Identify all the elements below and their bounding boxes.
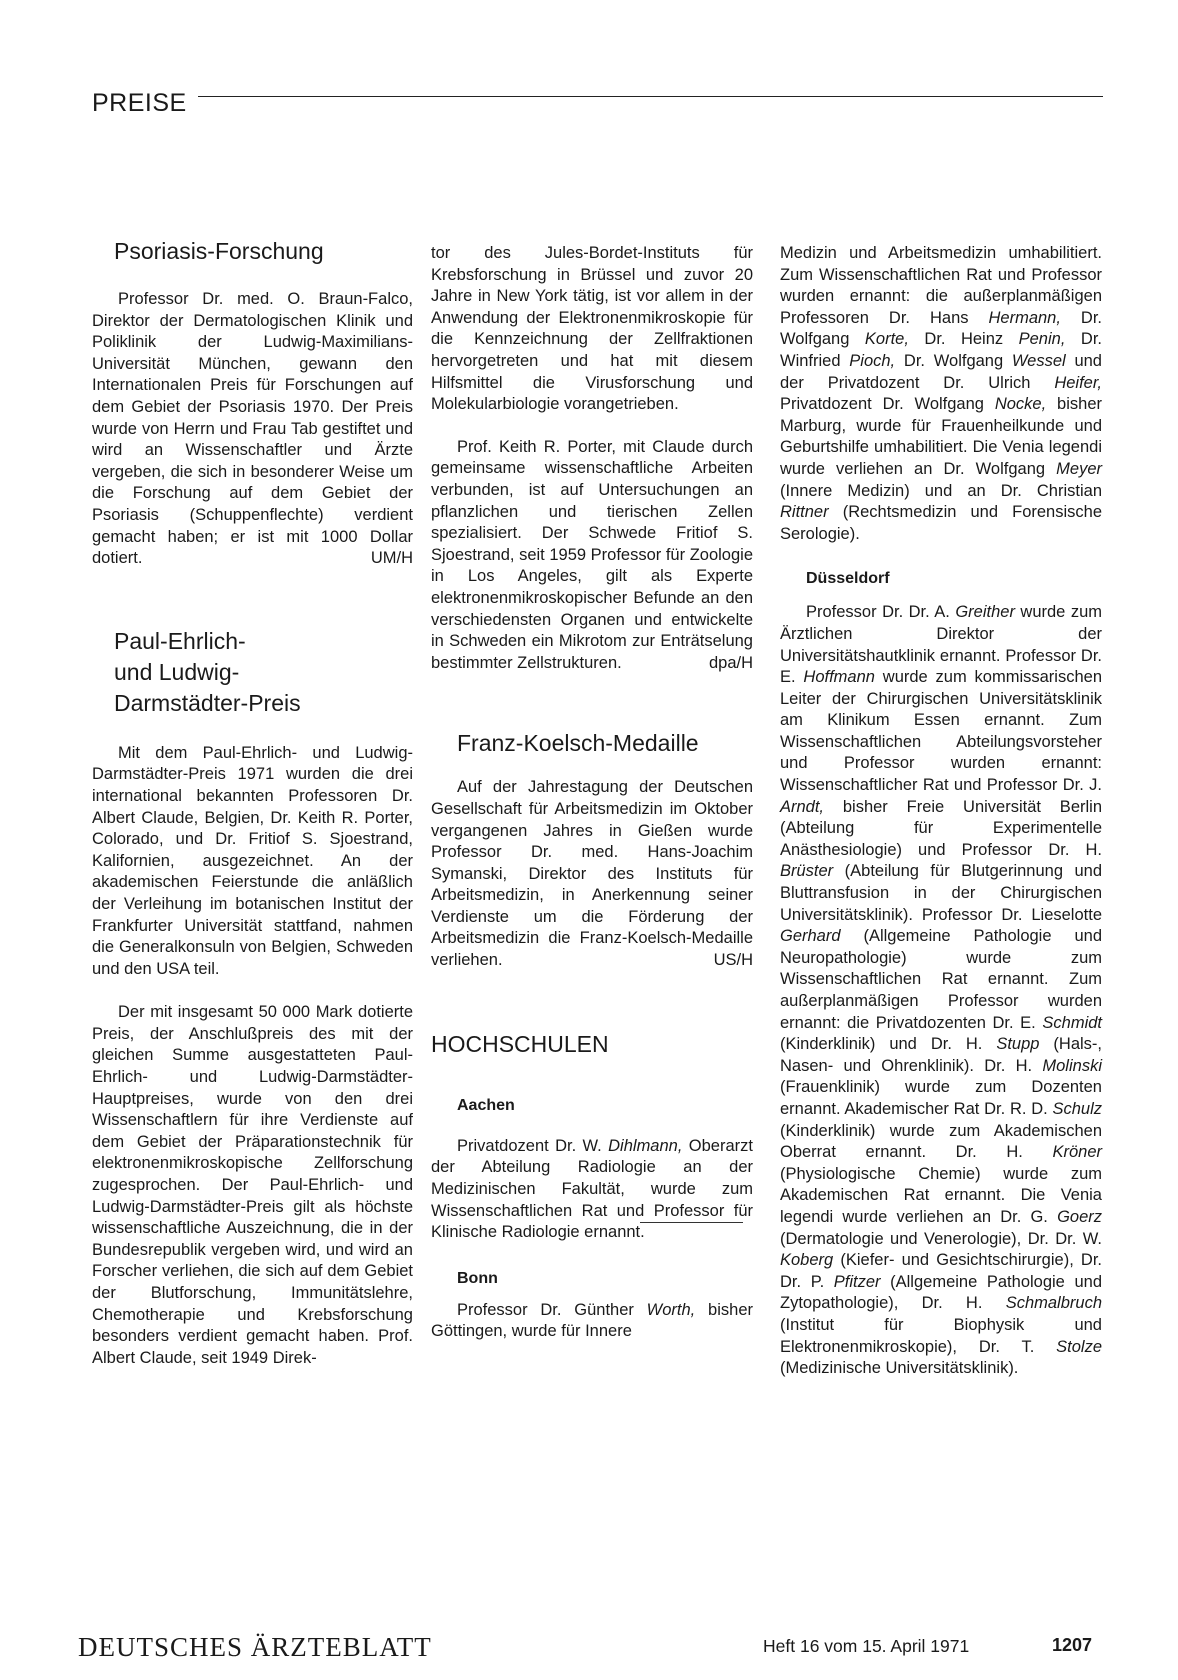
paragraph-aachen [431, 1136, 753, 1244]
author-signature: dpa/H [708, 653, 753, 672]
person-name: Hermann, [988, 308, 1061, 327]
column-1 [92, 236, 413, 1369]
author-signature: UM/H [370, 549, 413, 568]
person-name: Nocke, [994, 395, 1047, 414]
paragraph-claude-cont: tor des Jules-Bordet-Instituts für Krebsforschung in Brüssel und zuvor 20 Jahre in New York tätig, ist vor allem in der Anwendung der Elektronenmikroskopie für die Kennzeichnung der Zellfraktionen hervorgetreten und hat mit diesem Hilfsmittel die Virusforschung und Molekularbiologie vorangetrieben. [431, 244, 753, 414]
heading-psoriasis: Psoriasis-Forschung [114, 238, 324, 264]
person-name: Schmalbruch [1005, 1294, 1102, 1313]
person-name: Dihlmann, [608, 1136, 683, 1155]
person-name: Korte, [864, 330, 909, 349]
paragraph-koelsch [431, 777, 753, 971]
person-name: Pfitzer [833, 1272, 881, 1291]
text-run: Dr. Heinz [908, 330, 1019, 349]
person-name: Wessel [1011, 351, 1066, 370]
text-run: (Institut für Biophysik und Elektronenmikroskopie), Dr. T. [780, 1315, 1102, 1356]
text-run: (Dermatologie und Venerologie), Dr. Dr. W. [780, 1229, 1102, 1248]
section-label: PREISE [92, 89, 187, 117]
text-run: wurde zum kommissarischen Leiter der Chirurgischen Universitätsklinik am Klinikum Essen ernannt. Zum Wissenschaftlichen Abteilungsvorsteher und Professor wurden ernannt: Wissenschaftlicher Rat und Professor Dr. J. [780, 668, 1102, 795]
person-name: Schmidt [1042, 1013, 1102, 1032]
heading-franz-koelsch: Franz-Koelsch-Medaille [457, 730, 699, 757]
text-run: (Kiefer- und Gesichtschirurgie), Dr. Dr. P. [780, 1251, 1102, 1291]
person-name: Meyer [1056, 459, 1102, 478]
person-name: Stolze [1056, 1337, 1102, 1356]
text-run: Dr. Wolfgang [895, 351, 1012, 370]
paragraph-porter [431, 437, 753, 675]
person-name: Goerz [1057, 1207, 1102, 1226]
paragraph-bonn [431, 1300, 753, 1343]
person-name: Penin, [1018, 330, 1066, 349]
text-run: Professor Dr. Günther [457, 1300, 647, 1319]
text-run: (Innere Medizin) und an Dr. Christian [780, 481, 1102, 500]
person-name: Schulz [1052, 1099, 1102, 1118]
heading-line: und Ludwig- [114, 658, 240, 685]
heading-paul-ehrlich [92, 626, 413, 719]
person-name: Pioch, [849, 351, 896, 370]
person-name: Rittner [780, 503, 829, 522]
text-run: Oberarzt der Abteilung Radiologie an der Medizinischen Fakultät, wurde zum Wissenschaftlichen Rat und Professor für Klinische Radiologie ernannt. [431, 1136, 753, 1242]
footer-issue: Heft 16 vom 15. April 1971 [763, 1636, 970, 1656]
heading-line: Darmstädter-Preis [114, 689, 301, 716]
person-name: Hoffmann [803, 668, 875, 687]
footer-page-number: 1207 [1052, 1635, 1093, 1655]
heading-duesseldorf: Düsseldorf [806, 570, 890, 588]
column-2 [431, 243, 753, 1343]
heading-aachen: Aachen [457, 1096, 515, 1114]
text-run: (Allgemeine Pathologie und Neuropathologie) wurde zum Wissenschaftlichen Rat ernannt. Zum außerplanmäßigen Professor wurden ernannt: die Privatdozenten Dr. E. [780, 927, 1102, 1032]
paragraph-text: Professor Dr. med. O. Braun-Falco, Direktor der Dermatologischen Klinik und Poliklinik der Ludwig-Maximilians-Universität München, gewann den Internationalen Preis für Forschungen auf dem Gebiet der Psoriasis 1970. Der Preis wurde von Herrn und Frau Tab gestiftet und wird an Wissenschaftler und Ärzte vergeben, die sich in besonderer Weise um die Forschung auf dem Gebiet der Psoriasis (Schuppenflechte) verdient gemacht haben; er ist mit 1000 Dollar dotiert. [92, 290, 413, 568]
person-name: Brüster [780, 862, 834, 881]
text-run: (Rechtsmedizin und Forensische Serologie). [780, 503, 1102, 543]
paragraph-duesseldorf [780, 602, 1102, 1379]
person-name: Gerhard [780, 927, 841, 946]
text-run: (Frauenklinik) wurde zum Dozenten ernannt. Akademischer Rat Dr. R. D. [780, 1078, 1102, 1118]
paragraph-preis-1971: Mit dem Paul-Ehrlich- und Ludwig-Darmstädter-Preis 1971 wurden die drei international bekannten Professoren Dr. Albert Claude, Belgien, Dr. Keith R. Porter, Colorado, und Dr. Fritiof S. Sjoestrand, Kalifornien, ausgezeichnet. An der akademischen Feierstunde die anläßlich der Verleihung im botanischen Institut der Frankfurter Universität stattfand, nahmen die Generalkonsuln von Belgien, Schweden und den USA teil. [92, 743, 413, 978]
person-name: Arndt, [780, 797, 825, 816]
person-name: Molinski [1042, 1056, 1102, 1075]
text-run: Privatdozent Dr. W. [457, 1136, 609, 1155]
paragraph-bonn-cont [780, 243, 1102, 545]
author-signature: US/H [713, 951, 753, 970]
person-name: Heifer, [1054, 373, 1102, 392]
text-run: Medizin und Arbeitsmedizin umhabilitiert. Zum Wissenschaftlichen Rat und Professor wurden ernannt: die außerplanmäßigen Professoren Dr. Hans [780, 244, 1102, 327]
text-run: (Kinderklinik) und Dr. H. [780, 1035, 997, 1054]
text-run: Professor Dr. Dr. A. [806, 603, 956, 622]
top-rule [198, 96, 1103, 97]
person-name: Koberg [780, 1251, 834, 1270]
person-name: Worth, [646, 1300, 696, 1319]
text-run: (Abteilung für Blutgerinnung und Bluttransfusion in der Chirurgischen Universitätsklinik). Professor Dr. Lieselotte [780, 862, 1102, 924]
person-name: Kröner [1052, 1143, 1102, 1162]
paragraph-psoriasis [92, 289, 413, 570]
text-run: bisher Freie Universität Berlin (Abteilung für Experimentelle Anästhesiologie) und Professor Dr. H. [780, 797, 1102, 859]
text-run: Privatdozent Dr. Wolfgang [780, 395, 995, 414]
text-run: bisher Marburg, wurde für Frauenheilkunde und Geburtshilfe umhabilitiert. Die Venia legendi wurde verliehen an Dr. Wolfgang [780, 395, 1102, 478]
heading-hochschulen: HOCHSCHULEN [431, 1030, 609, 1057]
person-name: Greither [955, 603, 1015, 622]
text-run: (Hals-, Nasen- und Ohrenklinik). Dr. H. [780, 1035, 1102, 1075]
footer-journal-name: DEUTSCHES ÄRZTEBLATT [78, 1632, 432, 1662]
text-run: (Physiologische Chemie) wurde zum Akademischen Rat ernannt. Die Venia legendi wurde verliehen an Dr. G. [780, 1164, 1102, 1226]
text-run: wurde zum Ärztlichen Direktor der Universitätshautklinik ernannt. Professor Dr. E. [780, 603, 1103, 687]
person-name: Stupp [996, 1035, 1040, 1054]
paragraph-text: Prof. Keith R. Porter, mit Claude durch gemeinsame wissenschaftliche Arbeiten verbunden, ist auf Untersuchungen an pflanzlichen und tierischen Zellen spezialisiert. Der Schwede Fritiof S. Sjoestrand, seit 1959 Professor für Zoologie in Los Angeles, gilt als Experte elektronenmikroskopischer Befunde an den verschiedensten Organen und entwickelte in Schweden ein Mikrotom zur Enträtselung bestimmter Zellstrukturen. [431, 437, 753, 672]
text-run: und der Privatdozent Dr. Ulrich [780, 351, 1102, 392]
heading-bonn: Bonn [457, 1269, 498, 1287]
hochschulen-rule [640, 1222, 743, 1223]
text-run: (Allgemeine Pathologie und Zytopathologie), Dr. H. [780, 1272, 1102, 1313]
paragraph-preis-details: Der mit insgesamt 50 000 Mark dotierte Preis, der Anschlußpreis des mit der gleichen Summe ausgestatteten Paul-Ehrlich- und Ludwig-Darmstädter-Hauptpreises, wurde von den drei Wissenschaftlern für ihre Verdienste auf dem Gebiet der Präparationstechnik für elektronenmikroskopische Zellforschung zugesprochen. Der Paul-Ehrlich- und Ludwig-Darmstädter-Preis gilt als höchste wissenschaftliche Auszeichnung, die in der Bundesrepublik vergeben wird, und wird an Forscher verliehen, die sich auf dem Gebiet der Blutforschung, Immunitätslehre, Chemotherapie und Krebsforschung besonders verdient gemacht haben. Prof. Albert Claude, seit 1949 Direk- [92, 1003, 413, 1367]
heading-line: Paul-Ehrlich- [114, 627, 246, 654]
text-run: bisher Göttingen, wurde für Innere [431, 1300, 753, 1341]
paragraph-text: Auf der Jahrestagung der Deutschen Gesellschaft für Arbeitsmedizin im Oktober vergangenen Jahres in Gießen wurde Professor Dr. med. Hans-Joachim Symanski, Direktor des Instituts für Arbeitsmedizin, in Anerkennung seiner Verdienste um die Förderung der Arbeitsmedizin die Franz-Koelsch-Medaille verliehen. [431, 778, 753, 970]
text-run: (Medizinische Universitätsklinik). [780, 1359, 1019, 1378]
text-run: Dr. Wolfgang [780, 308, 1102, 349]
text-run: Dr. Winfried [780, 330, 1102, 370]
column-3 [780, 243, 1102, 1380]
text-run: (Kinderklinik) wurde zum Akademischen Oberrat ernannt. Dr. H. [780, 1121, 1102, 1162]
